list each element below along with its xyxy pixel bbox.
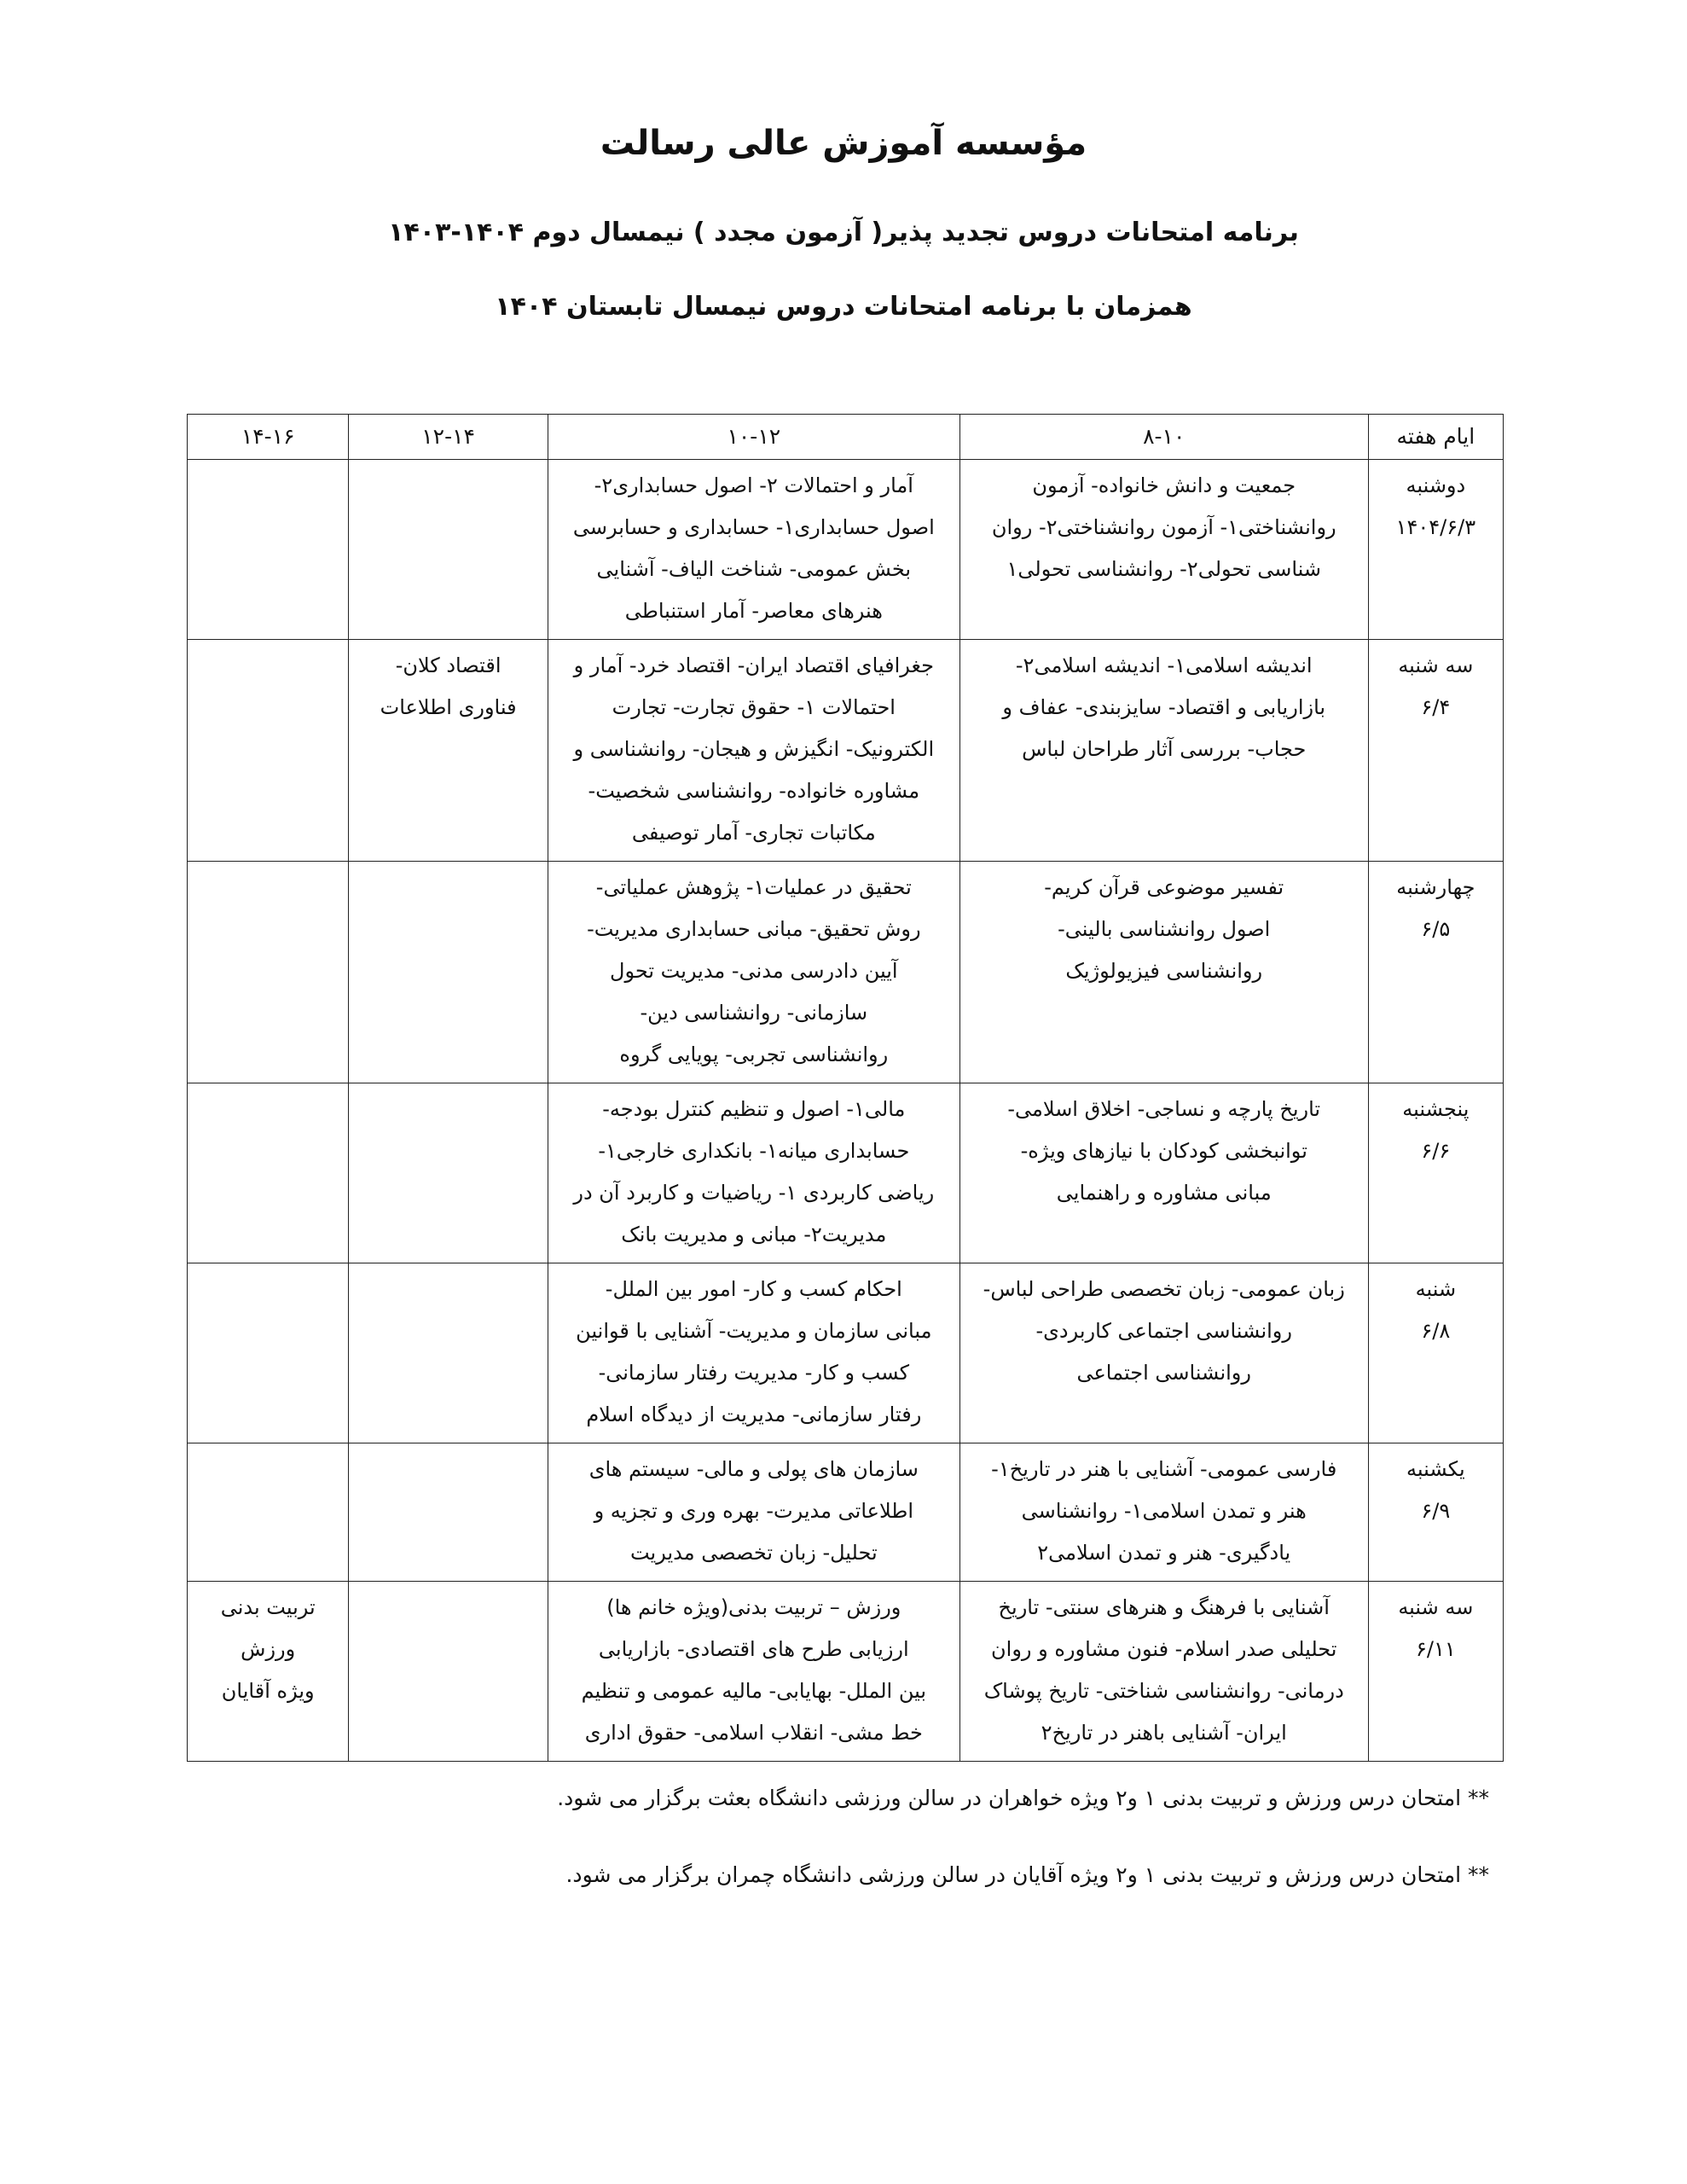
day-cell: پنجشنبه ۶/۶: [1368, 1083, 1503, 1263]
table-row: [188, 1443, 1504, 1582]
institution-title: مؤسسه آموزش عالی رسالت: [600, 124, 1087, 163]
slot4-cell: [188, 1083, 349, 1263]
note-brothers: ** امتحان درس ورزش و تربیت بدنی ۱ و۲ ویژه آقایان در سالن ورزشی دانشگاه چمران برگزار می شود.: [565, 1862, 1489, 1887]
table-header-row: [188, 415, 1504, 460]
exam-schedule-table: [187, 414, 1504, 1762]
note-sisters: ** امتحان درس ورزش و تربیت بدنی ۱ و۲ ویژه خواهران در سالن ورزشی دانشگاه بعثت برگزار می شود.: [557, 1786, 1489, 1810]
slot1-cell: آشنایی با فرهنگ و هنرهای سنتی- تاریخ تحلیلی صدر اسلام- فنون مشاوره و روان درمانی- روانشناسی شناختی- تاریخ پوشاک ایران- آشنایی باهنر در تاریخ۲: [959, 1582, 1368, 1762]
slot3-cell: [349, 1083, 548, 1263]
slot4-cell: تربیت بدنی ورزش ویژه آقایان: [188, 1582, 349, 1762]
table-row: [188, 640, 1504, 862]
slot4-cell: [188, 1263, 349, 1443]
slot4-cell: [188, 460, 349, 640]
schedule-title: برنامه امتحانات دروس تجدید پذیر( آزمون مجدد ) نیمسال دوم ۱۴۰۴-۱۴۰۳: [388, 218, 1299, 247]
header-slot-14-16: ۱۴-۱۶: [188, 415, 349, 460]
table-row: [188, 1083, 1504, 1263]
day-cell: سه شنبه ۶/۴: [1368, 640, 1503, 862]
table-row: [188, 1263, 1504, 1443]
slot1-cell: تاریخ پارچه و نساجی- اخلاق اسلامی- توانبخشی کودکان با نیازهای ویژه- مبانی مشاوره و راهنمایی: [959, 1083, 1368, 1263]
slot2-cell: آمار و احتمالات ۲- اصول حسابداری۲- اصول حسابداری۱- حسابداری و حسابرسی بخش عمومی- شناخت الیاف- آشنایی هنرهای معاصر- آمار استنباطی: [548, 460, 959, 640]
day-cell: چهارشنبه ۶/۵: [1368, 862, 1503, 1083]
header-slot-8-10: ۸-۱۰: [959, 415, 1368, 460]
day-cell: دوشنبه ۱۴۰۴/۶/۳: [1368, 460, 1503, 640]
table-row: [188, 460, 1504, 640]
slot3-cell: [349, 1443, 548, 1582]
day-cell: سه شنبه ۶/۱۱: [1368, 1582, 1503, 1762]
slot3-cell: [349, 1582, 548, 1762]
slot2-cell: سازمان های پولی و مالی- سیستم های اطلاعاتی مدیرت- بهره وری و تجزیه و تحلیل- زبان تخصصی مدیریت: [548, 1443, 959, 1582]
slot3-cell: [349, 460, 548, 640]
header-day: ایام هفته: [1368, 415, 1503, 460]
slot4-cell: [188, 1443, 349, 1582]
day-cell: یکشنبه ۶/۹: [1368, 1443, 1503, 1582]
slot2-cell: ورزش – تربیت بدنی(ویژه خانم ها) ارزیابی طرح های اقتصادی- بازاریابی بین الملل- بهایابی- مالیه عمومی و تنظیم خط مشی- انقلاب اسلامی- حقوق اداری: [548, 1582, 959, 1762]
slot2-cell: مالی۱- اصول و تنظیم کنترل بودجه- حسابداری میانه۱- بانکداری خارجی۱- ریاضی کاربردی ۱- ریاضیات و کاربرد آن در مدیریت۲- مبانی و مدیریت بانک: [548, 1083, 959, 1263]
table-row: [188, 862, 1504, 1083]
slot3-cell: [349, 1263, 548, 1443]
day-cell: شنبه ۶/۸: [1368, 1263, 1503, 1443]
table-row: [188, 1582, 1504, 1762]
slot4-cell: [188, 862, 349, 1083]
header-slot-10-12: ۱۰-۱۲: [548, 415, 959, 460]
slot3-cell: اقتصاد کلان- فناوری اطلاعات: [349, 640, 548, 862]
slot2-cell: احکام کسب و کار- امور بین الملل- مبانی سازمان و مدیریت- آشنایی با قوانین کسب و کار- مدیریت رفتار سازمانی- رفتار سازمانی- مدیریت از دیدگاه اسلام: [548, 1263, 959, 1443]
slot1-cell: جمعیت و دانش خانواده- آزمون روانشناختی۱- آزمون روانشناختی۲- روان شناسی تحولی۲- روانشناسی تحولی۱: [959, 460, 1368, 640]
slot2-cell: جغرافیای اقتصاد ایران- اقتصاد خرد- آمار و احتمالات ۱- حقوق تجارت- تجارت الکترونیک- انگیزش و هیجان- روانشناسی و مشاوره خانواده- روانشناسی شخصیت- مکاتبات تجاری- آمار توصیفی: [548, 640, 959, 862]
slot3-cell: [349, 862, 548, 1083]
header-slot-12-14: ۱۲-۱۴: [349, 415, 548, 460]
slot2-cell: تحقیق در عملیات۱- پژوهش عملیاتی- روش تحقیق- مبانی حسابداری مدیریت- آیین دادرسی مدنی- مدیریت تحول سازمانی- روانشناسی دین- روانشناسی تجربی- پویایی گروه: [548, 862, 959, 1083]
slot1-cell: فارسی عمومی- آشنایی با هنر در تاریخ۱- هنر و تمدن اسلامی۱- روانشناسی یادگیری- هنر و تمدن اسلامی۲: [959, 1443, 1368, 1582]
slot4-cell: [188, 640, 349, 862]
slot1-cell: زبان عمومی- زبان تخصصی طراحی لباس- روانشناسی اجتماعی کاربردی- روانشناسی اجتماعی: [959, 1263, 1368, 1443]
schedule-subtitle: همزمان با برنامه امتحانات دروس نیمسال تابستان ۱۴۰۴: [495, 292, 1192, 322]
slot1-cell: تفسیر موضوعی قرآن کریم- اصول روانشناسی بالینی- روانشناسی فیزیولوژیک: [959, 862, 1368, 1083]
slot1-cell: اندیشه اسلامی۱- اندیشه اسلامی۲- بازاریابی و اقتصاد- سایزبندی- عفاف و حجاب- بررسی آثار طراحان لباس: [959, 640, 1368, 862]
